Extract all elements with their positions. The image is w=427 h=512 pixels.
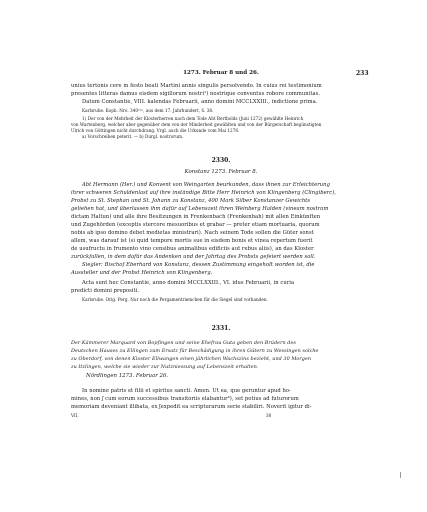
text-line: unius tertonis cere in festo beati Martini annis singulis persolvendo. In cuius rei testimonium <box>71 83 322 89</box>
text-line: memoriam deveniant illibata, ex ʃexpedit ea scripturarum serie stabiliri. Noverit igitur di- <box>71 404 312 410</box>
text-line: presentes litteras damus eisdem sigillorum nostri¹) nostrique conventus robore communitas. <box>71 91 321 97</box>
footnote: von Wartenberg, welcher aber gegenüber dem von der Minderheit gewählten und von der Bürgerschaft begünstigten <box>71 122 322 127</box>
archive-note: Karlsruhe. Orig. Perg. Nur noch die Pergamentriemchen für die Siegel sind vorhanden. <box>82 297 268 302</box>
text-line: Datum Constantie, VIII. kalendas Februarii, anno domini MCCLXXIII., indictione prima. <box>82 99 318 105</box>
regest-line: Abt Hermann (Her.) und Konvent von Weingarten beurkunden, dass ihnen zur Erleichterung <box>82 182 330 188</box>
page-number: 233 <box>356 70 369 77</box>
regest-line: allem, was darauf ist (si quid tempore mortis sue in eisdem bonis et vinea repertum fuerit <box>71 238 313 244</box>
regest-line: zu Oberdorf, von denen Kloster Ellwangen einen jährlichen Wachszins bezieht, und 30 Morgen <box>71 356 312 362</box>
regest-line: dictam Haltun) und alle ihre Besitzungen in Frenkenbach (Frenkenbah) mit allen Einkünften <box>71 214 321 220</box>
archive-note: Karlsruhe. Kopb. Nro. 340ᵐᵐ, aus dem 17. Jahrhundert, S. 38. <box>82 108 214 113</box>
regest-line: geliehen hat, und überlassen ihm dafür auf Lebenszeit ihren Weinberg Halden (vineam nostram <box>71 206 329 212</box>
text-line: predicti domini prepositi. <box>71 288 140 294</box>
regest-line: Siegler: Bischof Eberhard von Konstanz, dessen Zustimmung eingeholt worden ist, die <box>82 262 315 268</box>
regest-line: zu Itzlingen, welche sie wieder zur Nutzniessung auf Lebenszeit erhalten. <box>71 364 259 370</box>
regest-line: nobis ab ipso domino debet medietas ministrari). Nach seinem Tode sollen die Güter sonst <box>71 230 314 236</box>
margin-mark <box>400 472 401 478</box>
document-number: 2330. <box>211 157 231 164</box>
sheet-mark: 30 <box>266 413 272 418</box>
regest-line: de usufructu in frumento vino censibus animalibus edificiis aut rebus aliis), an das Kloster <box>71 246 314 252</box>
regest-line: Deutschen Hauses zu Ellingen zum Ersatz für Beschädigung in ihren Gütern zu Wessingen solche <box>71 348 319 354</box>
text-line: Acta sunt hec Constantie, anno domini MCCLXXIII., VI. idus Februarii, in curia <box>82 280 295 286</box>
regest-line: ihrer schweren Schuldenlast auf ihre inständige Bitte Herr Heinrich von Klingenberg (Clingiberc), <box>71 190 336 196</box>
footnote: Ulrich von Göttingen nicht durchdrang. Vrgl. auch die Urkunde vom Mai 1276. <box>71 128 240 133</box>
document-number: 2331. <box>211 325 231 332</box>
text-line: mines, non ʃ cum eorum successibus transitoriis elabantur³), set potius ad futurorum <box>71 396 299 402</box>
regest-line: und Zugehörden (exceptis stercore mesuoribus et grabar — preter etiam mortuaria, quorum <box>71 222 320 228</box>
footnote: a) Vorschreiben peterit. — b) Durgl. nostrorum. <box>82 134 184 139</box>
text-line: In nomine patris et filii et spiritus sancti. Amen. Ut ea, que geruntur apud ho- <box>82 388 291 394</box>
place-date: Konstanz 1273. Februar 8. <box>184 169 258 175</box>
regest-line: Probst zu St. Stephan und St. Johann zu Konstanz, 400 Mark Silber Konstanzer Gewichts <box>71 198 311 204</box>
place-date: Nördlingen 1273. Februar 26. <box>86 373 169 379</box>
regest-line: zurückfallen, in dem dafür das Andenken und der Jahrtag des Probsts gefeiert werden soll. <box>71 254 316 260</box>
running-title: 1273. Februar 8 und 26. <box>183 70 259 76</box>
volume-mark: VII. <box>71 413 79 418</box>
regest-line: Aussteller und der Probst Heinrich von Klingenberg. <box>71 270 213 276</box>
regest-line: Der Kämmerer Marquard von Bopfingen und seine Ehefrau Guta geben den Brüdern des <box>71 340 296 346</box>
footnote: 1) Der von der Mehrheit der Klosterherren nach dem Tode Abt Bertholds (Juni 1272) gewählte Heinrich <box>82 116 304 121</box>
